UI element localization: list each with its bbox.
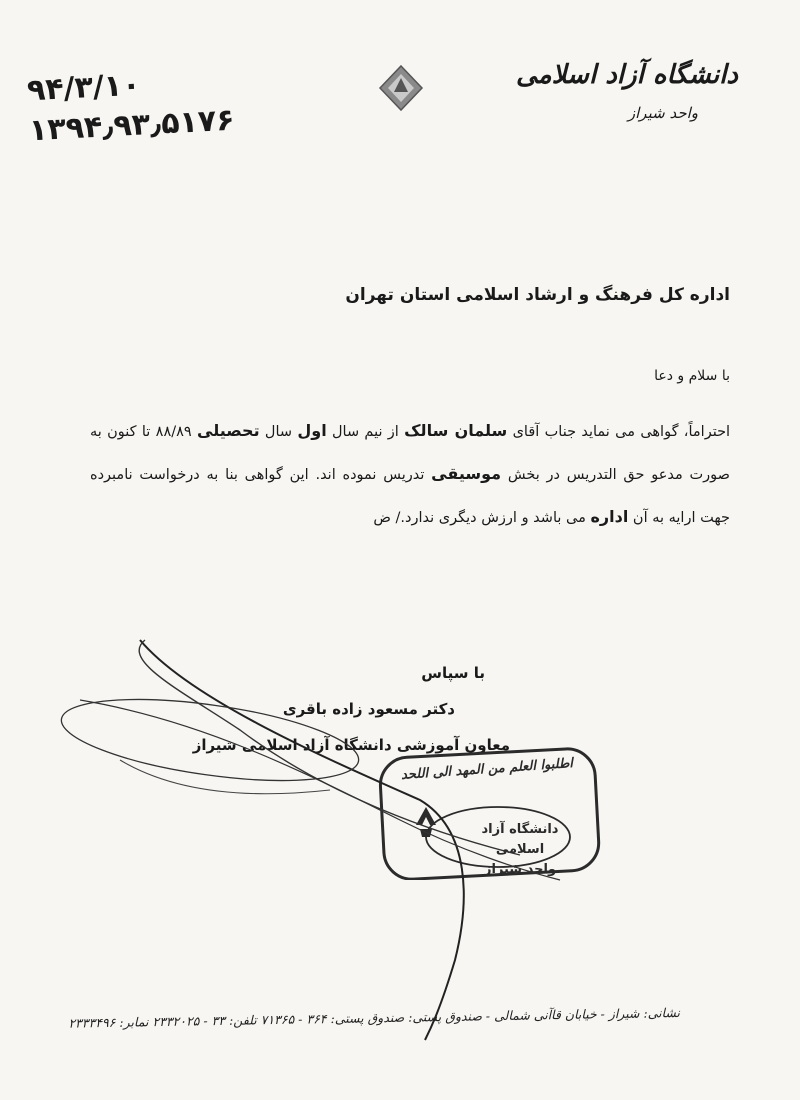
letter-date: ۹۴/۳/۱۰ bbox=[26, 67, 142, 109]
signer-name: دکتر مسعود زاده باقری bbox=[282, 700, 455, 718]
recipient: اداره کل فرهنگ و ارشاد اسلامی استان تهران bbox=[345, 285, 730, 305]
body-part-3: سال bbox=[264, 424, 293, 440]
university-name: دانشگاه آزاد اسلامی bbox=[516, 60, 738, 90]
branch-name: واحد شیراز bbox=[627, 104, 698, 122]
footer-address: نشانی: شیراز - خیابان قاآنی شمالی - صندوق پستی: صندوق پستی: ۳۶۴ - ۷۱۳۶۵ تلفن: ۳۳ - ۲۳۳۲۰۲۵ نمابر: ۲۳۳۳۴۹۶ bbox=[68, 1004, 681, 1031]
greeting: با سلام و دعا bbox=[654, 368, 730, 384]
body-part-6: می باشد و ارزش دیگری ندارد./ ض bbox=[373, 510, 586, 526]
person-name: سلمان سالک bbox=[404, 421, 508, 440]
body-part-1: احتراماً، گواهی می نماید جناب آقای bbox=[512, 424, 731, 440]
stamp-name bbox=[470, 820, 570, 880]
letter-number: ۱۳۹۴٫۹۳٫۵۱۷۶ bbox=[28, 102, 236, 149]
closing: با سپاس bbox=[421, 664, 485, 682]
semester: اول bbox=[297, 421, 327, 440]
university-emblem-icon bbox=[378, 64, 424, 112]
handwritten-meta bbox=[26, 61, 235, 152]
office: اداره bbox=[590, 507, 629, 526]
letterhead bbox=[516, 60, 738, 122]
stamp-name-line-1: دانشگاه آزاد اسلامی bbox=[481, 822, 559, 857]
body-part-4: تا کنون به صورت مدعو حق التدریس در بخش bbox=[90, 424, 730, 483]
body-part-2: از نیم سال bbox=[332, 424, 399, 440]
body-part-5: تدریس نموده اند. این گواهی بنا به درخواست نامبرده جهت ارایه به آن bbox=[90, 467, 730, 526]
stamp-name-line-2: واحد شیراز bbox=[483, 862, 557, 877]
department: موسیقی bbox=[431, 464, 502, 483]
academic-year: ۸۸/۸۹ bbox=[155, 424, 192, 440]
stamp-motto: اطلبوا العلم من المهد الی اللحد bbox=[400, 756, 574, 783]
letter-body bbox=[90, 410, 730, 539]
signer-title: معاون آموزشی دانشگاه آزاد اسلامی شیراز bbox=[192, 736, 510, 754]
academic-year-label: تحصیلی bbox=[197, 421, 260, 440]
stamp-emblem-icon bbox=[416, 807, 436, 837]
